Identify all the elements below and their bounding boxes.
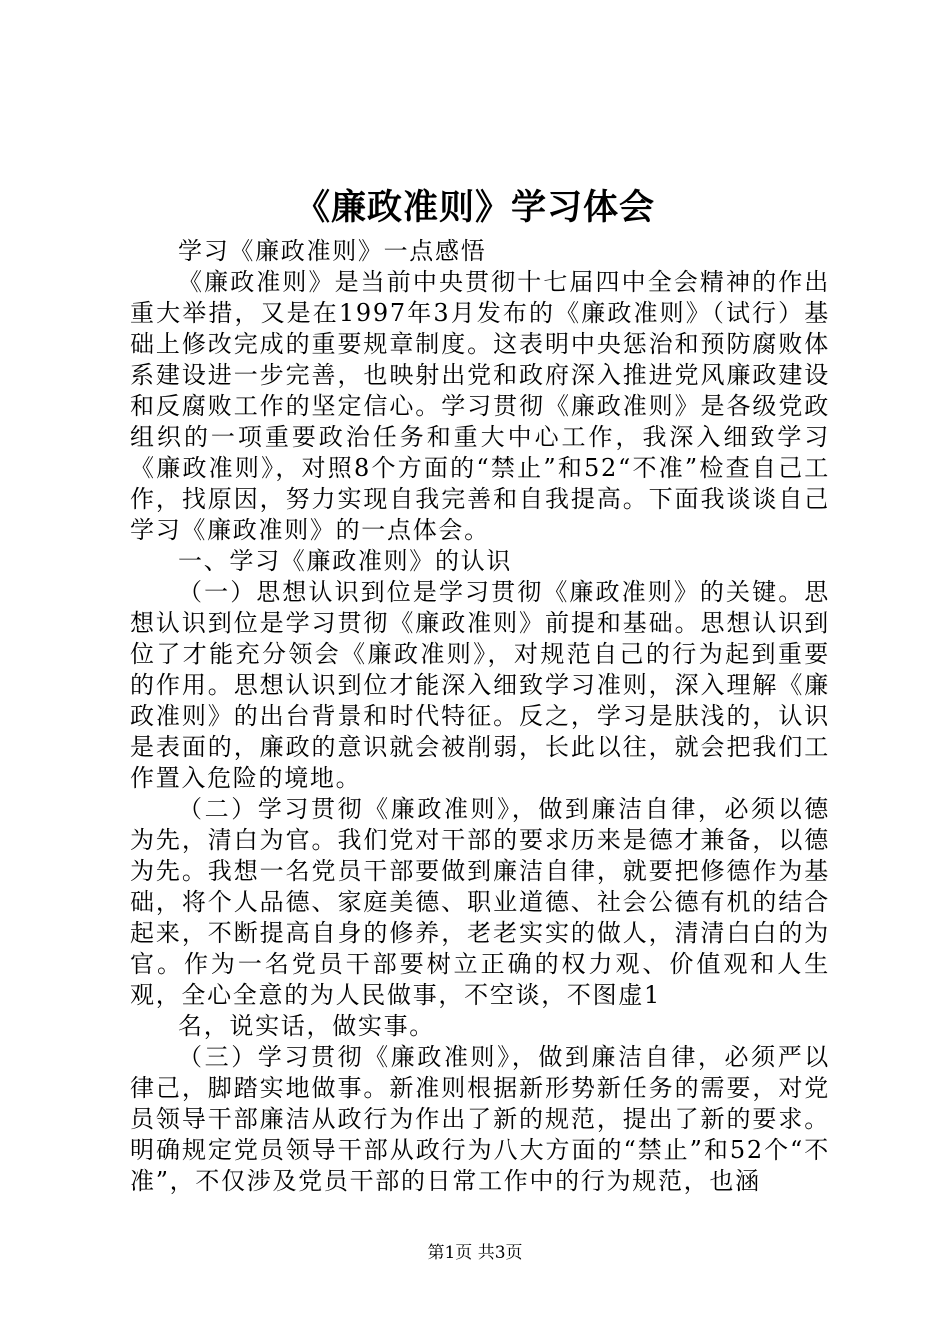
subtitle-paragraph: 学习《廉政准则》一点感悟: [178, 237, 487, 265]
body-paragraph: （三）学习贯彻《廉政准则》，做到廉洁自律，必须严以律己，脚踏实地做事。新准则根据新形势新任务的需要，对党员领导干部廉洁从政行为作出了新的规范，提出了新的要求。明确规定党员领导干部从政行为八大方面的“禁止”和52个“不准”，不仅涉及党员干部的日常工作中的行为规范，也涵: [130, 1043, 830, 1195]
intro-paragraph: 《廉政准则》是当前中央贯彻十七届四中全会精神的作出重大举措，又是在1997年3月发布的《廉政准则》（试行）基础上修改完成的重要规章制度。这表明中央惩治和预防腐败体系建设进一步完善，也映射出党和政府深入推进党风廉政建设和反腐败工作的坚定信心。学习贯彻《廉政准则》是各级党政组织的一项重要政治任务和重大中心工作，我深入细致学习《廉政准则》，对照8个方面的“禁止”和52“不准”检查自己工作，找原因，努力实现自我完善和自我提高。下面我谈谈自己学习《廉政准则》的一点体会。: [130, 268, 830, 544]
document-body: [130, 236, 830, 1197]
body-paragraph: 名，说实话，做实事。: [178, 1012, 435, 1040]
document-title: 《廉政准则》学习体会: [294, 187, 655, 228]
page-footer: 第1页 共3页: [427, 1243, 523, 1263]
body-paragraph: （一）思想认识到位是学习贯彻《廉政准则》的关键。思想认识到位是学习贯彻《廉政准则》前提和基础。思想认识到位了才能充分领会《廉政准则》，对规范自己的行为起到重要的作用。思想认识到位才能深入细致学习准则，深入理解《廉政准则》的出台背景和时代特征。反之，学习是肤浅的，认识是表面的，廉政的意识就会被削弱，长此以往，就会把我们工作置入危险的境地。: [130, 578, 830, 792]
body-paragraph: （二）学习贯彻《廉政准则》，做到廉洁自律，必须以德为先，清白为官。我们党对干部的要求历来是德才兼备，以德为先。我想一名党员干部要做到廉洁自律，就要把修德作为基础，将个人品德、家庭美德、职业道德、社会公德有机的结合起来，不断提高自身的修养，老老实实的做人，清清白白的为官。作为一名党员干部要树立正确的权力观、价值观和人生观，全心全意的为人民做事，不空谈，不图虚1: [130, 795, 830, 1009]
section-heading: 一、学习《廉政准则》的认识: [178, 547, 513, 575]
